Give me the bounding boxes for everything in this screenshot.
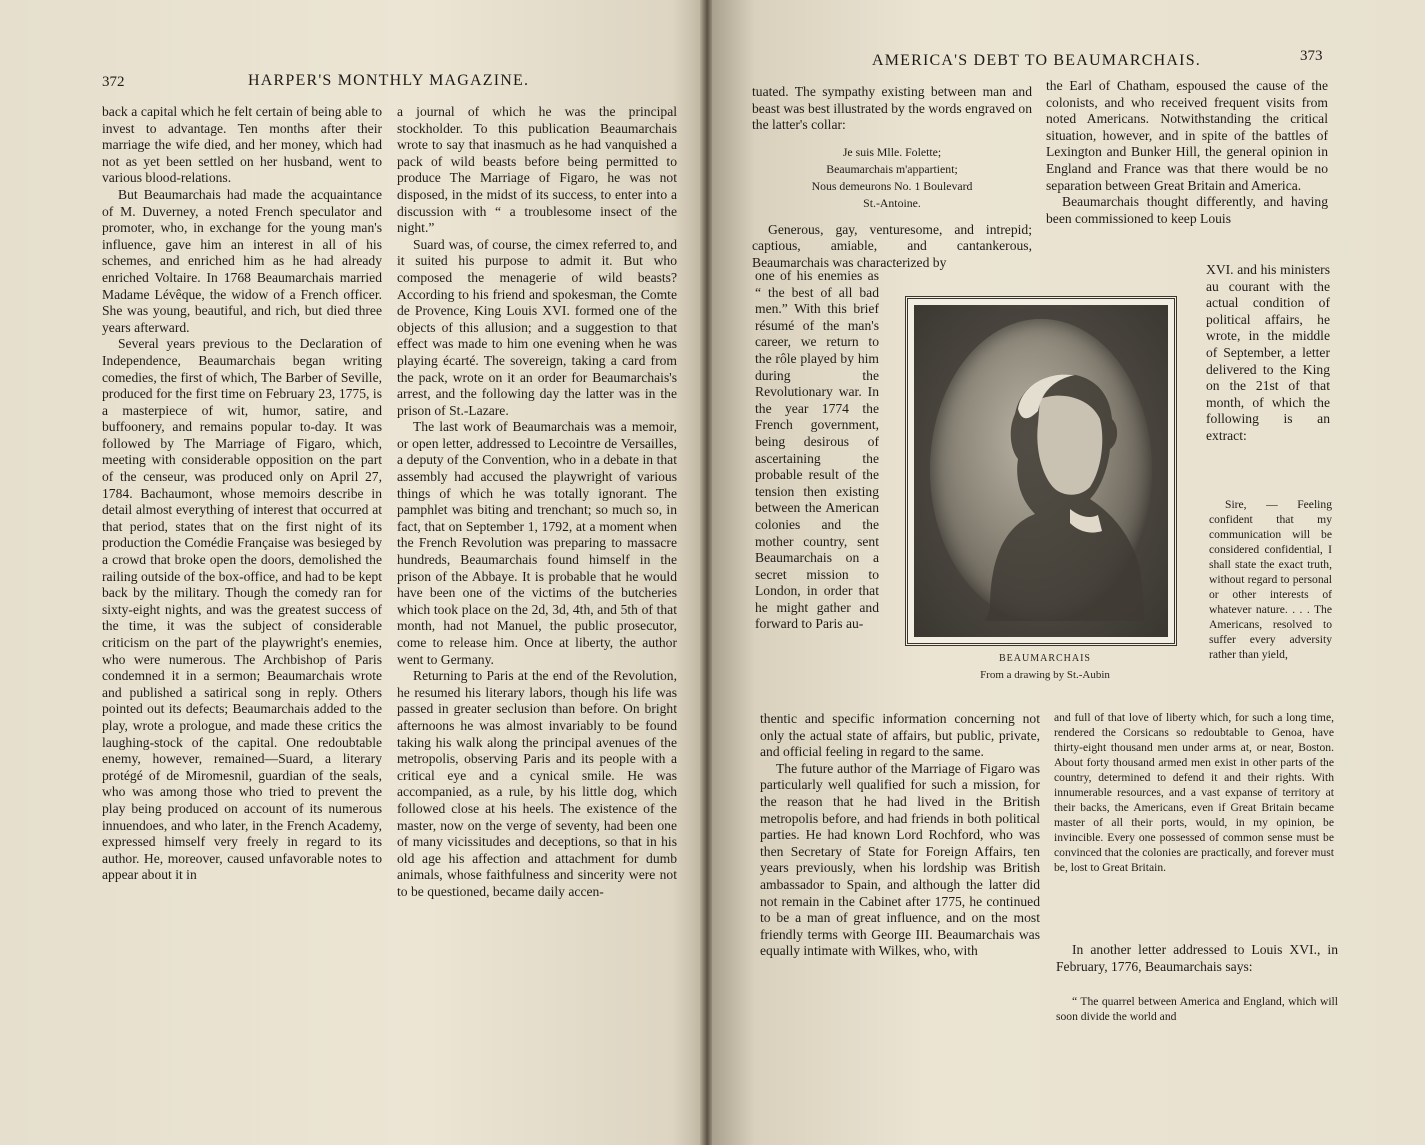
letter-extract-narrow: [1209, 497, 1332, 662]
left-column-2: [397, 104, 677, 901]
paragraph: Returning to Paris at the end of the Revolution, he resumed his literary labors, though his life was passed in greater seclusion than before. On bright afternoons he was almost invariably to be found taking his walk along the principal avenues of the metropolis, observing Paris and its people with a critical eye and a cynical smile. He was accompanied, as a rule, by his little dog, which followed close at his heels. The existence of the master, now on the verge of seventy, had been one of many vicissitudes and deceptions, so that in his old age his affection and attachment for dumb animals, whose faithfulness and sincerity were not to be questioned, became daily accen-: [397, 668, 677, 899]
paragraph: the Earl of Chatham, espoused the cause of the colonists, and who received frequent visits from noted Americans. Notwithstanding the critical situation, however, and in spite of the battles of Lexington and Bunker Hill, the general opinion in England and France was that there would be no separation between Great Britain and America.: [1046, 78, 1328, 193]
verse-line: Je suis Mlle. Folette;: [842, 144, 942, 159]
letter-extract-wide: [1054, 710, 1334, 875]
paragraph: “ The quarrel between America and England, which will soon divide the world and: [1056, 995, 1338, 1023]
paragraph: a journal of which he was the principal stockholder. To this publication Beaumarchais wrote to say that inasmuch as he had vanquished a pack of wild beasts before being permitted to produce The Marriage of Figaro, he was not disposed, in the midst of its success, to enter into a discussion with “ a troublesome insect of the night.”: [397, 104, 677, 236]
paragraph: thentic and specific information concerning not only the actual state of affairs, but public, private, and official feeling in regard to the same.: [760, 711, 1040, 760]
portrait-background: [914, 305, 1168, 637]
collar-inscription: [752, 144, 1032, 212]
quote: [1056, 994, 1338, 1024]
page-number: 373: [1300, 48, 1323, 64]
paragraph: But Beaumarchais had made the acquaintance of M. Duverney, a noted French speculator and promoter, who, in exchange for the young man's influence, gave him an interest in all of his schemes, and enriched him as he had already enriched Voltaire. In 1768 Beaumarchais married Madame Lévêque, the widow of a French officer. She was young, beautiful, and rich, but died three years afterward.: [102, 186, 382, 335]
verse-line: Beaumarchais m'appartient;: [826, 161, 958, 176]
paragraph: Sire, — Feeling confident that my communication will be considered confidential, I shall state the exact truth, without regard to personal or other interests of whatever nature. . . . The Americans, resolved to suffer every adversity rather than yield,: [1209, 498, 1332, 661]
paragraph: tuated. The sympathy existing between man and beast was best illustrated by the words engraved on the latter's collar:: [752, 84, 1032, 133]
paragraph: Beaumarchais thought differently, and having been commissioned to keep Louis: [1046, 194, 1328, 226]
verse-line: St.-Antoine.: [863, 195, 921, 210]
paragraph: Suard was, of course, the cimex referred to, and it suited his purpose to admit it. But who composed the menagerie of wild beasts? According to his friend and spokesman, the Comte de Provence, King Louis XVI. formed one of the objects of this allusion; and a suggestion to that effect was made to him one evening when he was playing écarté. The sovereign, taking a card from the pack, wrote on it an order for Beaumarchais's arrest, and the following day the latter was in the prison of St.-Lazare.: [397, 236, 677, 418]
left-page: [0, 0, 708, 1145]
paragraph: one of his enemies as “ the best of all bad men.” With this brief résumé of the man's career, we return to the rôle played by him during the Revolutionary war. In the year 1774 the French government, being desirous of ascertaining the probable result of the tension then existing between the American colonies and the mother country, sent Beaumarchais on a secret mission to London, in order that he might gather and forward to Paris au-: [755, 268, 879, 632]
portrait-frame: [905, 296, 1177, 646]
right-column-2-top: [1046, 78, 1328, 227]
paragraph: back a capital which he felt certain of being able to invest to advantage. Ten months after their marriage the wife died, and her money, which had not as yet been settled on her husband, went to various blood-relations.: [102, 104, 382, 186]
right-column-2-narrow: [1206, 262, 1330, 445]
right-column-2-bottom: [1056, 942, 1338, 975]
left-column-1: [102, 104, 382, 884]
right-column-1-bottom: [760, 711, 1040, 960]
paragraph: and full of that love of liberty which, for such a long time, rendered the Corsicans so redoubtable to Genoa, have thirty-eight thousand men under arms at, or near, Boston. About forty thousand armed men exist in other parts of the country, determined to defend it and their rights. With innumerable resources, and a vast expanse of territory at their backs, the Americans, even if Great Britain became master of all their ports, would, in my opinion, be invincible. Every one possessed of common sense must be convinced that the colonies are practically, and forever must be, lost to Great Britain.: [1054, 711, 1334, 874]
paragraph: Several years previous to the Declaration of Independence, Beaumarchais began writing comedies, the first of which, The Barber of Seville, produced for the first time on February 23, 1775, is a masterpiece of wit, humor, satire, and buffoonery, and remains popular to-day. It was followed by The Marriage of Figaro, which, meeting with considerable opposition on the part of the censeur, was produced only on April 27, 1784. Bachaumont, whose memoirs describe in detail almost everything of interest that occurred at that period, states that on the first night of its production the Comédie Française was besieged by a crowd that broke open the doors, demolished the railing outside of the box-office, and had to be kept back by the military. Though the comedy ran for sixty-eight nights, and was the greatest success of the time, it was the subject of considerable criticism on the part of the playwright's enemies, who were numerous. The Archbishop of Paris condemned it in a sermon; Beaumarchais wrote and published a satirical song in reply. Others pointed out its defects; Beaumarchais added to the play, wrote a prologue, and made these critics the laughing-stock of the capital. One redoubtable enemy, however, remained—Suard, a literary protégé of de Miromesnil, guardian of the seals, who was among those who tried to prevent the play being produced on account of its numerous innuendoes, and who later, in the French Academy, expressed himself very freely in regard to its author. He, moreover, caused unfavorable notes to appear about it in: [102, 336, 382, 883]
portrait-figure-icon: [930, 319, 1152, 621]
verse-line: Nous demeurons No. 1 Boulevard: [811, 178, 973, 193]
right-column-1-narrow: [755, 268, 879, 633]
paragraph: In another letter addressed to Louis XVI., in February, 1776, Beaumarchais says:: [1056, 942, 1338, 974]
page-number: 372: [102, 74, 125, 90]
running-head: HARPER'S MONTHLY MAGAZINE.: [248, 72, 530, 89]
paragraph: The future author of the Marriage of Figaro was particularly well qualified for such a mission, for the reason that he had lived in the British metropolis before, and had friends in both political parties. He had known Lord Rochford, who was then Secretary of State for Foreign Affairs, ten years previously, when his lordship was British ambassador to Spain, and although the latter did not remain in the Cabinet after 1775, he continued to be a man of great influence, and on the most friendly terms with George III. Beaumarchais was equally intimate with Wilkes, who, with: [760, 760, 1040, 959]
portrait-oval: [930, 319, 1152, 621]
portrait-caption-name: BEAUMARCHAIS: [998, 653, 1091, 664]
portrait-caption-credit: From a drawing by St.-Aubin: [980, 669, 1110, 681]
paragraph: XVI. and his ministers au courant with the actual condition of political affairs, he wrote, in the middle of September, a letter delivered to the King on the 21st of that month, of which the following is an extract:: [1206, 262, 1330, 443]
paragraph: The last work of Beaumarchais was a memoir, or open letter, addressed to Lecointre de Versailles, a deputy of the Convention, who in a debate in that assembly had accused the playwright of various things of which he was totally ignorant. The pamphlet was biting and trenchant; so much so, in fact, that on September 1, 1792, at a moment when the French Revolution was preparing to massacre hundreds, Beaumarchais found himself in the prison of the Abbaye. It is probable that he would have been one of the victims of the butcheries which took place on the 2d, 3d, 4th, and 5th of that month, had not Manuel, the public prosecutor, come to release him. Once at liberty, the author went to Germany.: [397, 419, 677, 667]
paragraph: Generous, gay, venturesome, and intrepid; captious, amiable, and cantankerous, Beaumarchais was characterized by: [752, 221, 1032, 270]
running-head: AMERICA'S DEBT TO BEAUMARCHAIS.: [872, 52, 1202, 69]
right-column-1-top: [752, 84, 1032, 272]
